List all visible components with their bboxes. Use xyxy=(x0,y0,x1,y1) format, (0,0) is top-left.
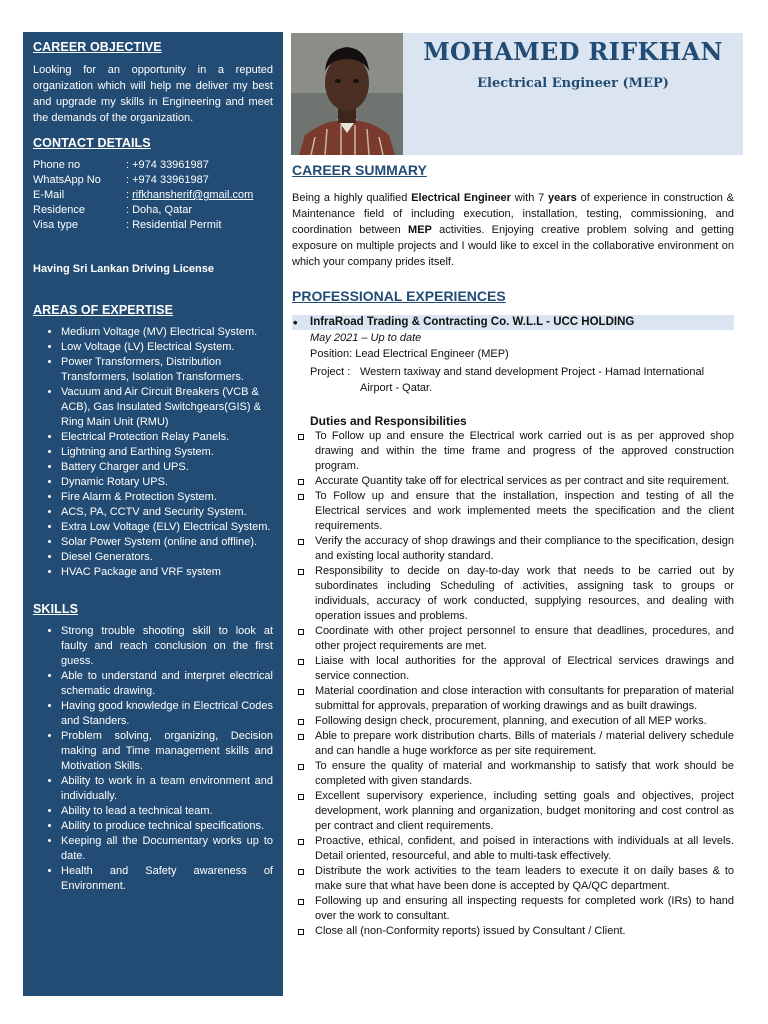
list-item: • Low Voltage (LV) Electrical System. xyxy=(61,340,273,355)
project-label: Project : xyxy=(310,366,351,378)
list-item: Verify the accuracy of shop drawings and their compliance to the specification, design and existing local authority standard. xyxy=(292,534,734,564)
experience-heading-text: PROFESSIONAL EXPERIENCES xyxy=(292,288,506,304)
career-summary-text xyxy=(292,190,734,270)
career-objective-text: Looking for an opportunity in a reputed organization which will help me deliver my best and upgrade my skills in Engineering and meet the demands of the organization. xyxy=(33,64,273,124)
list-item: Close all (non-Conformity reports) issued by Consultant / Client. xyxy=(292,924,734,939)
list-item: • Lightning and Earthing System. xyxy=(61,445,273,460)
job-position: Position: Lead Electrical Engineer (MEP) xyxy=(310,348,509,360)
list-item: • Dynamic Rotary UPS. xyxy=(61,475,273,490)
candidate-name: MOHAMED RIFKHAN xyxy=(423,37,723,66)
career-summary-heading xyxy=(292,162,734,178)
contact-row-residence xyxy=(33,203,273,218)
list-item: • Solar Power System (online and offline). xyxy=(61,535,273,550)
contact-email-sep: : xyxy=(126,189,133,201)
company-name: • InfraRoad Trading & Contracting Co. W.L.L - UCC HOLDING xyxy=(292,315,734,330)
list-item: • Health and Safety awareness of Environment. xyxy=(61,864,273,894)
contact-value: : Residential Permit xyxy=(126,219,222,231)
job-project xyxy=(292,364,734,396)
skills-list xyxy=(33,624,273,894)
list-item: Excellent supervisory experience, including setting goals and objectives, project development, work planning and organization, budget monitoring and cost control as per contract and client requirements. xyxy=(292,789,734,834)
experience-heading xyxy=(292,288,734,304)
summary-text-part: activities. Enjoying creative problem solving and getting exposure on multiple projects and I would like to excel in the collaborative environment on which your company prides itself. xyxy=(292,224,735,268)
list-item: • Electrical Protection Relay Panels. xyxy=(61,430,273,445)
list-item: Able to prepare work distribution charts. Bills of materials / material delivery schedule and can handle a huge workforce as per site requirement. xyxy=(292,729,734,759)
list-item: • Extra Low Voltage (ELV) Electrical System. xyxy=(61,520,273,535)
list-item: To Follow up and ensure the Electrical work carried out is as per approved shop drawing and within the time frame and progress of the approved construction program. xyxy=(292,429,734,474)
contact-details-heading: CONTACT DETAILS xyxy=(33,136,151,150)
contact-row-whatsapp xyxy=(33,173,273,188)
email-link[interactable]: rifkhansherif@gmail.com xyxy=(132,189,254,201)
contact-value: : +974 33961987 xyxy=(126,174,209,186)
main-content xyxy=(292,162,734,939)
list-item: • Problem solving, organizing, Decision making and Time management skills and Motivation Skills. xyxy=(61,729,273,774)
list-item: • Ability to work in a team environment and individually. xyxy=(61,774,273,804)
duties-heading: Duties and Responsibilities xyxy=(310,414,467,428)
contact-details xyxy=(33,158,273,233)
profile-photo-image xyxy=(291,33,403,155)
contact-value: : Doha, Qatar xyxy=(126,204,193,216)
career-objective-heading: CAREER OBJECTIVE xyxy=(33,40,162,54)
contact-label: Visa type xyxy=(33,219,79,231)
summary-bold: MEP xyxy=(408,224,432,236)
list-item: To ensure the quality of material and workmanship to satisfy that work should be completed with given standards. xyxy=(292,759,734,789)
summary-text-part: with 7 xyxy=(510,192,549,204)
summary-bold: Electrical Engineer xyxy=(411,192,511,204)
list-item: • Having good knowledge in Electrical Codes and Standers. xyxy=(61,699,273,729)
list-item: • Diesel Generators. xyxy=(61,550,273,565)
sidebar xyxy=(23,32,283,996)
contact-value: : +974 33961987 xyxy=(126,159,209,171)
list-item: Coordinate with other project personnel to ensure that deadlines, procedures, and other project requirements are met. xyxy=(292,624,734,654)
list-item: Following up and ensuring all inspecting requests for completed work (IRs) to hand over the work to consultant. xyxy=(292,894,734,924)
list-item: • Fire Alarm & Protection System. xyxy=(61,490,273,505)
list-item: Liaise with local authorities for the approval of Electrical services drawings and service connection. xyxy=(292,654,734,684)
list-item: Proactive, ethical, confident, and poised in interactions with individuals at all levels. Detail oriented, resourceful, and able to multi-task effectively. xyxy=(292,834,734,864)
contact-label: Phone no xyxy=(33,159,81,171)
list-item: Accurate Quantity take off for electrical services as per contract and site requirement. xyxy=(292,474,734,489)
driving-license: Having Sri Lankan Driving License xyxy=(33,263,214,275)
summary-text-part: of experience in construction & Maintenance field of including execution, installation, testing, commissioning, and coordination between xyxy=(292,192,734,236)
list-item: • Keeping all the Documentary works up to date. xyxy=(61,834,273,864)
project-value: Western taxiway and stand development Project - Hamad International Airport - Qatar. xyxy=(360,366,705,394)
list-item: • Ability to lead a technical team. xyxy=(61,804,273,819)
list-item: • Vacuum and Air Circuit Breakers (VCB & ACB), Gas Insulated Switchgears(GIS) & Ring Main Unit (RMU) xyxy=(61,385,273,430)
career-summary-heading-text: CAREER SUMMARY xyxy=(292,162,427,178)
list-item: • Battery Charger and UPS. xyxy=(61,460,273,475)
summary-text-part: Being a highly qualified xyxy=(292,192,412,204)
expertise-list xyxy=(33,325,273,580)
list-item: • ACS, PA, CCTV and Security System. xyxy=(61,505,273,520)
summary-bold: years xyxy=(548,192,577,204)
contact-row-visa xyxy=(33,218,273,233)
list-item: To Follow up and ensure that the installation, inspection and testing of all the Electrical services and work implemented meets the specification and the client requirements. xyxy=(292,489,734,534)
contact-email xyxy=(126,188,273,203)
list-item: Following design check, procurement, planning, and execution of all MEP works. xyxy=(292,714,734,729)
skills-heading: SKILLS xyxy=(33,602,79,616)
expertise-heading: AREAS OF EXPERTISE xyxy=(33,303,174,317)
list-item: • Ability to produce technical specifications. xyxy=(61,819,273,834)
list-item: • Power Transformers, Distribution Transformers, Isolation Transformers. xyxy=(61,355,273,385)
contact-row-email xyxy=(33,188,273,203)
list-item: • HVAC Package and VRF system xyxy=(61,565,273,580)
list-item: Distribute the work activities to the team leaders to execute it on daily bases & to make sure that what have been done is accepted by QA/QC department. xyxy=(292,864,734,894)
candidate-title: Electrical Engineer (MEP) xyxy=(477,76,669,91)
list-item: Responsibility to decide on day-to-day work that needs to be carried out by subordinates including Scheduling of activities, assigning task to groups or individuals, accuracy of work conducted, supplying resources, and dealing with operation issues and problems. xyxy=(292,564,734,624)
list-item: • Strong trouble shooting skill to look at faulty and reach conclusion on the first guess. xyxy=(61,624,273,669)
contact-label: Residence xyxy=(33,204,85,216)
profile-photo xyxy=(291,33,403,155)
contact-label: E-Mail xyxy=(33,189,65,201)
header xyxy=(291,33,743,155)
list-item: • Medium Voltage (MV) Electrical System. xyxy=(61,325,273,340)
list-item: Material coordination and close interaction with consultants for preparation of material submittal for approvals, preparation of working drawings and as built drawings. xyxy=(292,684,734,714)
contact-row-phone xyxy=(33,158,273,173)
job-period: May 2021 – Up to date xyxy=(310,332,422,344)
list-item: • Able to understand and interpret electrical schematic drawing. xyxy=(61,669,273,699)
duties-list xyxy=(292,429,734,939)
contact-label: WhatsApp No xyxy=(33,174,101,186)
